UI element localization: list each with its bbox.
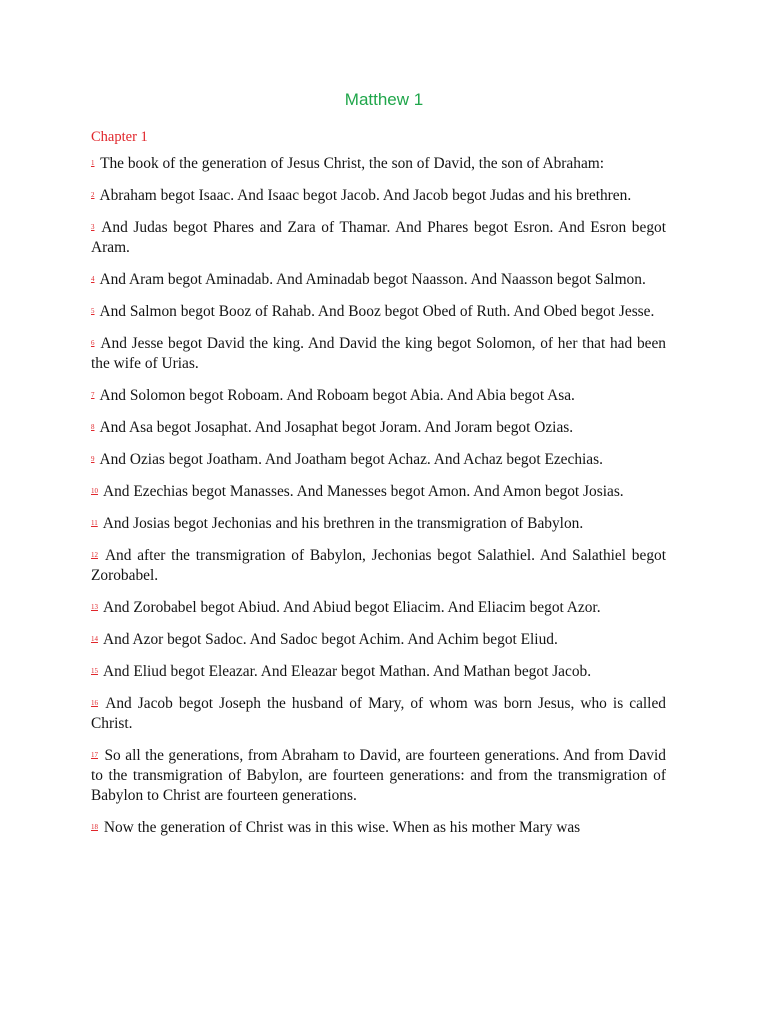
verse-text: And Jesse begot David the king. And David the king begot Solomon, of her that had been the wife of Urias. <box>91 335 666 372</box>
verse-number-link[interactable]: 6 <box>91 339 95 347</box>
verse-text: And Eliud begot Eleazar. And Eleazar begot Mathan. And Mathan begot Jacob. <box>103 663 592 680</box>
verse-text: And Salmon begot Booz of Rahab. And Booz begot Obed of Ruth. And Obed begot Jesse. <box>99 303 655 320</box>
verse <box>91 545 666 586</box>
verse-text: Now the generation of Christ was in this wise. When as his mother Mary was <box>103 819 581 836</box>
verse-number-link[interactable]: 1 <box>91 159 95 167</box>
verse <box>91 597 666 618</box>
verse-text: The book of the generation of Jesus Christ, the son of David, the son of Abraham: <box>100 155 605 172</box>
verse-number-link[interactable]: 9 <box>91 455 95 463</box>
verse-text: And Jacob begot Joseph the husband of Mary, of whom was born Jesus, who is called Christ. <box>91 695 666 732</box>
verse-number-link[interactable]: 2 <box>91 191 95 199</box>
verse <box>91 217 666 258</box>
book-title: Matthew 1 <box>344 90 424 109</box>
verse-number-link[interactable]: 15 <box>91 667 98 675</box>
chapter-heading: Chapter 1 <box>91 129 148 145</box>
verse <box>91 693 666 734</box>
verse-text: So all the generations, from Abraham to David, are fourteen generations. And from David to the transmigration of Babylon, are fourteen generations: and from the transmigration of Babylon to Christ are fourteen generations. <box>91 747 666 804</box>
verse-text: Abraham begot Isaac. And Isaac begot Jacob. And Jacob begot Judas and his brethren. <box>99 187 632 204</box>
verse <box>91 185 666 206</box>
verse-number-link[interactable]: 8 <box>91 423 95 431</box>
verse-number-link[interactable]: 7 <box>91 391 95 399</box>
verse-number-link[interactable]: 4 <box>91 275 95 283</box>
verse <box>91 153 666 174</box>
verse <box>91 269 666 290</box>
verse-text: And Ezechias begot Manasses. And Manesses begot Amon. And Amon begot Josias. <box>103 483 624 500</box>
verse <box>91 629 666 650</box>
verse-text: And Judas begot Phares and Zara of Thamar. And Phares begot Esron. And Esron begot Aram. <box>91 219 666 256</box>
verse-text: And Solomon begot Roboam. And Roboam begot Abia. And Abia begot Asa. <box>99 387 575 404</box>
verse-number-link[interactable]: 12 <box>91 551 98 559</box>
verse-number-link[interactable]: 10 <box>91 487 98 495</box>
verse-text: And Zorobabel begot Abiud. And Abiud begot Eliacim. And Eliacim begot Azor. <box>103 599 601 616</box>
verse <box>91 481 666 502</box>
verse <box>91 417 666 438</box>
verse-text: And Azor begot Sadoc. And Sadoc begot Achim. And Achim begot Eliud. <box>103 631 558 648</box>
verse <box>91 333 666 374</box>
verse <box>91 385 666 406</box>
verse-number-link[interactable]: 5 <box>91 307 95 315</box>
verse-number-link[interactable]: 13 <box>91 603 98 611</box>
verse-number-link[interactable]: 14 <box>91 635 98 643</box>
verse-number-link[interactable]: 3 <box>91 223 95 231</box>
verse-text: And after the transmigration of Babylon, Jechonias begot Salathiel. And Salathiel begot Zorobabel. <box>91 547 666 584</box>
verse <box>91 301 666 322</box>
verse <box>91 513 666 534</box>
verse-text: And Asa begot Josaphat. And Josaphat begot Joram. And Joram begot Ozias. <box>99 419 574 436</box>
verse-number-link[interactable]: 16 <box>91 699 98 707</box>
verse-text: And Ozias begot Joatham. And Joatham begot Achaz. And Achaz begot Ezechias. <box>99 451 603 468</box>
verse-text: And Josias begot Jechonias and his brethren in the transmigration of Babylon. <box>102 515 584 532</box>
verse-number-link[interactable]: 17 <box>91 751 98 759</box>
verse <box>91 661 666 682</box>
verse-list <box>91 153 666 849</box>
verse-number-link[interactable]: 18 <box>91 823 98 831</box>
verse <box>91 449 666 470</box>
verse-text: And Aram begot Aminadab. And Aminadab begot Naasson. And Naasson begot Salmon. <box>99 271 646 288</box>
verse <box>91 745 666 806</box>
verse-number-link[interactable]: 11 <box>91 519 98 527</box>
verse <box>91 817 666 838</box>
